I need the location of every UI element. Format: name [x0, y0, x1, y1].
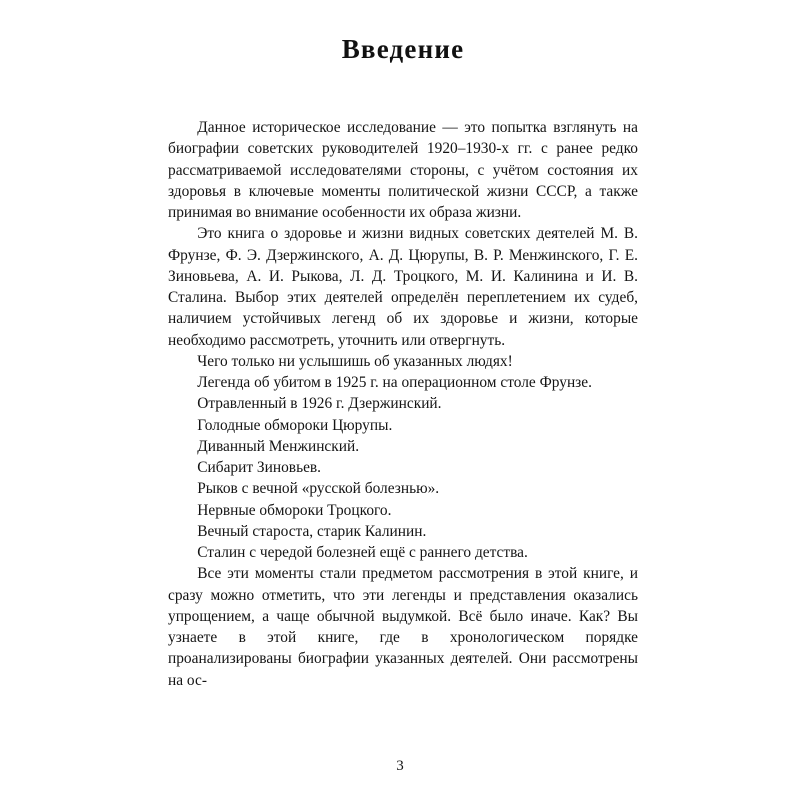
- paragraph: Диванный Менжинский.: [197, 437, 360, 455]
- paragraph: Вечный староста, старик Калинин.: [197, 522, 427, 540]
- body-text: [168, 117, 638, 691]
- page-content: [168, 34, 638, 691]
- paragraph: Рыков с вечной «русской болезнью».: [197, 480, 440, 498]
- paragraph: Нервные обмороки Троцкого.: [197, 501, 392, 519]
- paragraph: Все эти моменты стали предметом рассмотрения в этой книге, и сразу можно отметить, что эти легенды и представления оказались упрощением, а чаще обычной выдумкой. Всё было иначе. Как? Вы узнаете в этой книге, где в хронологическом порядке проанализированы биографии указанных деятелей. Они рассмотрены на ос-: [168, 565, 638, 689]
- paragraph: Сибарит Зиновьев.: [197, 459, 322, 476]
- paragraph: Отравленный в 1926 г. Дзержинский.: [197, 395, 442, 413]
- paragraph: Чего только ни услышишь об указанных людях!: [197, 352, 513, 370]
- page-number: 3: [396, 758, 404, 774]
- page-title: Введение: [341, 34, 465, 64]
- paragraph: Голодные обмороки Цюрупы.: [197, 416, 393, 434]
- paragraph: Это книга о здоровье и жизни видных советских деятелей М. В. Фрунзе, Ф. Э. Дзержинского, А. Д. Цюрупы, В. Р. Менжинского, Г. Е. Зиновьева, А. И. Рыкова, Л. Д. Троцкого, М. И. Калинина и И. В. Сталина. Выбор этих деятелей определён переплетением их судеб, наличием устойчивых легенд об их здоровье и жизни, которые необходимо рассмотреть, уточнить или отвергнуть.: [168, 225, 638, 349]
- paragraph: Данное историческое исследование — это попытка взглянуть на биографии советских руководителей 1920–1930-х гг. с ранее редко рассматриваемой исследователями стороны, с учётом состояния их здоровья в ключевые моменты политической жизни СССР, а также принимая во внимание особенности их образа жизни.: [168, 119, 638, 221]
- paragraph: Легенда об убитом в 1925 г. на операционном столе Фрунзе.: [197, 374, 592, 391]
- paragraph: Сталин с чередой болезней ещё с раннего детства.: [197, 544, 528, 561]
